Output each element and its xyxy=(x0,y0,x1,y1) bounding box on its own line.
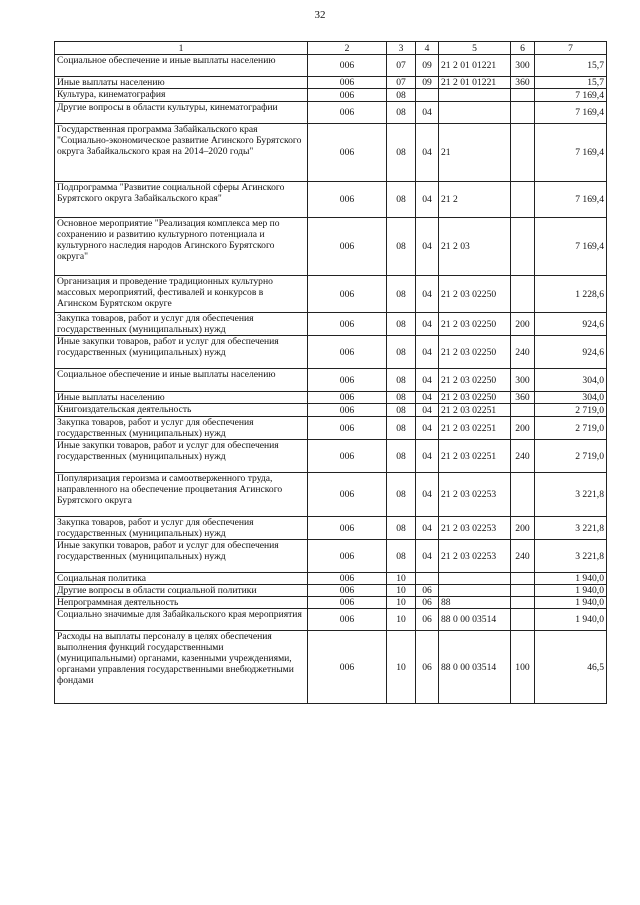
cell-name: Подпрограмма "Развитие социальной сферы Агинского Бурятского округа Забайкальского края" xyxy=(55,182,308,218)
table-row xyxy=(55,182,607,218)
cell-subsection: 06 xyxy=(416,597,439,609)
cell-section: 08 xyxy=(387,540,416,573)
cell-target-article xyxy=(439,102,511,124)
cell-subsection: 06 xyxy=(416,609,439,631)
cell-section: 08 xyxy=(387,369,416,392)
cell-amount: 2 719,0 xyxy=(535,440,607,473)
cell-name: Другие вопросы в области социальной политики xyxy=(55,585,308,597)
cell-grbs: 006 xyxy=(308,540,387,573)
cell-section: 10 xyxy=(387,609,416,631)
cell-subsection: 04 xyxy=(416,392,439,404)
cell-subsection: 04 xyxy=(416,182,439,218)
cell-amount: 1 228,6 xyxy=(535,276,607,313)
table-row xyxy=(55,517,607,540)
cell-amount: 7 169,4 xyxy=(535,89,607,102)
cell-expense-type: 200 xyxy=(511,517,535,540)
cell-amount: 3 221,8 xyxy=(535,517,607,540)
cell-amount: 1 940,0 xyxy=(535,609,607,631)
cell-subsection: 09 xyxy=(416,55,439,77)
header-col-5: 5 xyxy=(439,42,511,55)
cell-subsection: 04 xyxy=(416,124,439,182)
header-col-6: 6 xyxy=(511,42,535,55)
cell-expense-type: 240 xyxy=(511,440,535,473)
cell-grbs: 006 xyxy=(308,218,387,276)
cell-target-article: 88 xyxy=(439,597,511,609)
table-row xyxy=(55,102,607,124)
budget-table xyxy=(54,41,607,704)
cell-section: 08 xyxy=(387,517,416,540)
cell-expense-type xyxy=(511,404,535,417)
cell-expense-type: 300 xyxy=(511,369,535,392)
cell-amount: 15,7 xyxy=(535,55,607,77)
cell-subsection: 04 xyxy=(416,218,439,276)
cell-name: Книгоиздательская деятельность xyxy=(55,404,308,417)
cell-grbs: 006 xyxy=(308,585,387,597)
cell-grbs: 006 xyxy=(308,124,387,182)
table-row xyxy=(55,417,607,440)
cell-expense-type xyxy=(511,276,535,313)
header-col-4: 4 xyxy=(416,42,439,55)
cell-amount: 46,5 xyxy=(535,631,607,704)
cell-grbs: 006 xyxy=(308,473,387,517)
cell-expense-type: 100 xyxy=(511,631,535,704)
cell-grbs: 006 xyxy=(308,182,387,218)
cell-grbs: 006 xyxy=(308,417,387,440)
cell-section: 08 xyxy=(387,473,416,517)
table-row xyxy=(55,89,607,102)
cell-target-article: 21 2 01 01221 xyxy=(439,55,511,77)
cell-expense-type xyxy=(511,585,535,597)
cell-expense-type: 360 xyxy=(511,77,535,89)
cell-amount: 2 719,0 xyxy=(535,417,607,440)
cell-target-article: 21 2 03 02250 xyxy=(439,336,511,369)
table-row xyxy=(55,631,607,704)
cell-section: 08 xyxy=(387,102,416,124)
cell-section: 10 xyxy=(387,597,416,609)
cell-target-article: 21 2 03 02253 xyxy=(439,517,511,540)
cell-name: Организация и проведение традиционных культурно массовых мероприятий, фестивалей и конкурсов в Агинском Бурятском округе xyxy=(55,276,308,313)
cell-amount: 1 940,0 xyxy=(535,573,607,585)
cell-amount: 7 169,4 xyxy=(535,102,607,124)
cell-section: 08 xyxy=(387,336,416,369)
cell-name: Социальная политика xyxy=(55,573,308,585)
table-row xyxy=(55,336,607,369)
cell-amount: 3 221,8 xyxy=(535,540,607,573)
cell-name: Закупка товаров, работ и услуг для обеспечения государственных (муниципальных) нужд xyxy=(55,417,308,440)
cell-subsection: 04 xyxy=(416,369,439,392)
table-row xyxy=(55,585,607,597)
cell-amount: 1 940,0 xyxy=(535,597,607,609)
cell-target-article: 21 2 03 02253 xyxy=(439,473,511,517)
cell-expense-type xyxy=(511,124,535,182)
cell-amount: 304,0 xyxy=(535,392,607,404)
cell-subsection: 06 xyxy=(416,631,439,704)
cell-target-article: 21 2 xyxy=(439,182,511,218)
cell-name: Иные закупки товаров, работ и услуг для обеспечения государственных (муниципальных) нужд xyxy=(55,540,308,573)
header-row xyxy=(55,42,607,55)
cell-amount: 7 169,4 xyxy=(535,124,607,182)
cell-section: 07 xyxy=(387,55,416,77)
cell-grbs: 006 xyxy=(308,55,387,77)
cell-grbs: 006 xyxy=(308,392,387,404)
cell-section: 08 xyxy=(387,89,416,102)
cell-expense-type: 300 xyxy=(511,55,535,77)
cell-expense-type xyxy=(511,102,535,124)
table-row xyxy=(55,124,607,182)
cell-expense-type xyxy=(511,573,535,585)
table-row xyxy=(55,369,607,392)
cell-subsection: 04 xyxy=(416,102,439,124)
cell-name: Социальное обеспечение и иные выплаты населению xyxy=(55,55,308,77)
cell-subsection xyxy=(416,573,439,585)
cell-subsection: 04 xyxy=(416,473,439,517)
cell-grbs: 006 xyxy=(308,102,387,124)
cell-expense-type xyxy=(511,597,535,609)
cell-expense-type xyxy=(511,473,535,517)
cell-amount: 304,0 xyxy=(535,369,607,392)
cell-grbs: 006 xyxy=(308,276,387,313)
cell-section: 08 xyxy=(387,417,416,440)
cell-grbs: 006 xyxy=(308,313,387,336)
cell-expense-type xyxy=(511,609,535,631)
cell-amount: 3 221,8 xyxy=(535,473,607,517)
cell-target-article: 21 2 03 02250 xyxy=(439,313,511,336)
cell-name: Расходы на выплаты персоналу в целях обеспечения выполнения функций государственными (муниципальными) органами, казенными учреждениями, органами управления государственными внебюджетными фондами xyxy=(55,631,308,704)
cell-section: 08 xyxy=(387,182,416,218)
cell-expense-type: 360 xyxy=(511,392,535,404)
header-col-7: 7 xyxy=(535,42,607,55)
cell-subsection: 04 xyxy=(416,417,439,440)
cell-grbs: 006 xyxy=(308,440,387,473)
cell-expense-type xyxy=(511,218,535,276)
cell-amount: 924,6 xyxy=(535,336,607,369)
cell-target-article: 21 2 03 02251 xyxy=(439,440,511,473)
cell-section: 10 xyxy=(387,585,416,597)
cell-grbs: 006 xyxy=(308,631,387,704)
cell-target-article: 21 2 01 01221 xyxy=(439,77,511,89)
cell-subsection: 06 xyxy=(416,585,439,597)
cell-target-article: 21 2 03 02250 xyxy=(439,276,511,313)
cell-expense-type: 240 xyxy=(511,336,535,369)
cell-subsection: 04 xyxy=(416,440,439,473)
cell-subsection: 04 xyxy=(416,313,439,336)
table-row xyxy=(55,440,607,473)
cell-subsection: 04 xyxy=(416,540,439,573)
cell-grbs: 006 xyxy=(308,404,387,417)
cell-name: Культура, кинематография xyxy=(55,89,308,102)
cell-expense-type xyxy=(511,182,535,218)
cell-section: 08 xyxy=(387,313,416,336)
page-number: 32 xyxy=(314,9,326,21)
table-row xyxy=(55,540,607,573)
cell-section: 08 xyxy=(387,404,416,417)
table-body xyxy=(55,55,607,704)
cell-grbs: 006 xyxy=(308,369,387,392)
cell-amount: 15,7 xyxy=(535,77,607,89)
table-row xyxy=(55,473,607,517)
cell-section: 10 xyxy=(387,573,416,585)
cell-section: 08 xyxy=(387,218,416,276)
cell-target-article: 21 2 03 02253 xyxy=(439,540,511,573)
cell-expense-type: 200 xyxy=(511,417,535,440)
cell-target-article: 21 2 03 02251 xyxy=(439,404,511,417)
header-col-3: 3 xyxy=(387,42,416,55)
cell-name: Иные закупки товаров, работ и услуг для обеспечения государственных (муниципальных) нужд xyxy=(55,440,308,473)
cell-section: 08 xyxy=(387,124,416,182)
cell-target-article: 21 2 03 xyxy=(439,218,511,276)
cell-expense-type: 240 xyxy=(511,540,535,573)
cell-target-article: 88 0 00 03514 xyxy=(439,609,511,631)
cell-amount: 924,6 xyxy=(535,313,607,336)
table-row xyxy=(55,597,607,609)
cell-target-article xyxy=(439,89,511,102)
cell-name: Закупка товаров, работ и услуг для обеспечения государственных (муниципальных) нужд xyxy=(55,517,308,540)
cell-section: 07 xyxy=(387,77,416,89)
cell-target-article xyxy=(439,573,511,585)
cell-amount: 7 169,4 xyxy=(535,182,607,218)
table-row xyxy=(55,573,607,585)
cell-section: 08 xyxy=(387,392,416,404)
cell-name: Основное мероприятие "Реализация комплекса мер по сохранению и развитию культурного потенциала и культурного наследия народов Агинского Бурятского округа" xyxy=(55,218,308,276)
header-col-2: 2 xyxy=(308,42,387,55)
cell-name: Иные выплаты населению xyxy=(55,77,308,89)
cell-expense-type xyxy=(511,89,535,102)
cell-section: 08 xyxy=(387,440,416,473)
table-row xyxy=(55,609,607,631)
cell-grbs: 006 xyxy=(308,89,387,102)
cell-target-article: 21 xyxy=(439,124,511,182)
table-row xyxy=(55,392,607,404)
cell-section: 08 xyxy=(387,276,416,313)
cell-grbs: 006 xyxy=(308,517,387,540)
cell-name: Непрограммная деятельность xyxy=(55,597,308,609)
cell-target-article: 21 2 03 02250 xyxy=(439,392,511,404)
cell-name: Иные выплаты населению xyxy=(55,392,308,404)
cell-target-article: 21 2 03 02250 xyxy=(439,369,511,392)
cell-name: Социальное обеспечение и иные выплаты населению xyxy=(55,369,308,392)
cell-expense-type: 200 xyxy=(511,313,535,336)
cell-grbs: 006 xyxy=(308,609,387,631)
cell-subsection: 09 xyxy=(416,77,439,89)
cell-name: Социально значимые для Забайкальского края мероприятия xyxy=(55,609,308,631)
table-row xyxy=(55,276,607,313)
cell-section: 10 xyxy=(387,631,416,704)
cell-target-article: 21 2 03 02251 xyxy=(439,417,511,440)
header-col-1: 1 xyxy=(55,42,308,55)
table-row xyxy=(55,218,607,276)
cell-subsection: 04 xyxy=(416,404,439,417)
cell-name: Иные закупки товаров, работ и услуг для обеспечения государственных (муниципальных) нужд xyxy=(55,336,308,369)
cell-name: Популяризация героизма и самоотверженного труда, направленного на обеспечение процветания Агинского Бурятского округа xyxy=(55,473,308,517)
cell-amount: 2 719,0 xyxy=(535,404,607,417)
cell-amount: 7 169,4 xyxy=(535,218,607,276)
cell-target-article: 88 0 00 03514 xyxy=(439,631,511,704)
cell-subsection: 04 xyxy=(416,276,439,313)
cell-grbs: 006 xyxy=(308,77,387,89)
cell-subsection xyxy=(416,89,439,102)
table-row xyxy=(55,404,607,417)
cell-grbs: 006 xyxy=(308,597,387,609)
cell-grbs: 006 xyxy=(308,573,387,585)
table-row xyxy=(55,77,607,89)
table-row xyxy=(55,55,607,77)
cell-target-article xyxy=(439,585,511,597)
cell-grbs: 006 xyxy=(308,336,387,369)
cell-subsection: 04 xyxy=(416,517,439,540)
table-row xyxy=(55,313,607,336)
cell-subsection: 04 xyxy=(416,336,439,369)
cell-amount: 1 940,0 xyxy=(535,585,607,597)
cell-name: Закупка товаров, работ и услуг для обеспечения государственных (муниципальных) нужд xyxy=(55,313,308,336)
cell-name: Государственная программа Забайкальского края "Социально-экономическое развитие Агинского Бурятского округа Забайкальского края на 2014–2020 годы" xyxy=(55,124,308,182)
cell-name: Другие вопросы в области культуры, кинематографии xyxy=(55,102,308,124)
